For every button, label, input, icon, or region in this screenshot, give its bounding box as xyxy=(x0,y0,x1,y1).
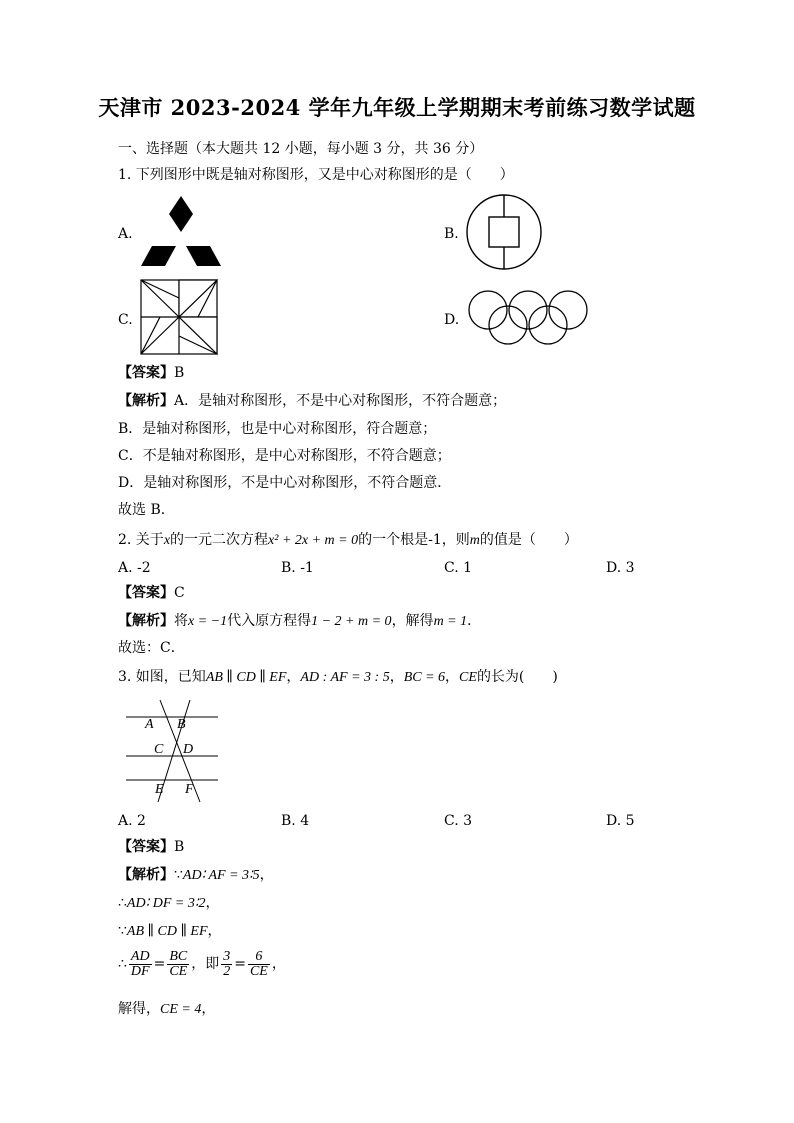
q3-comma-5: ， xyxy=(201,1001,216,1017)
q3-frac3-num: 3 xyxy=(223,948,231,964)
q1-option-b-label: B. xyxy=(444,226,459,242)
q3-label-e: E xyxy=(155,782,164,797)
q3-bc-length: BC = 6 xyxy=(403,670,446,685)
q2-var-m: m xyxy=(469,533,480,548)
q3-label-b: B xyxy=(177,717,186,732)
q3-frac2-den: CE xyxy=(169,963,188,979)
q2-equation: x² + 2x + m = 0 xyxy=(268,533,359,548)
q3-fraction-6-ce xyxy=(248,950,270,979)
q3-option-b: B. 4 xyxy=(281,813,310,829)
section-heading: 一、选择题（本大题共 12 小题，每小题 3 分，共 36 分） xyxy=(118,141,484,157)
q3-because-2: ∵ xyxy=(118,923,127,939)
q3-comma-2: ， xyxy=(205,895,220,911)
q3-namely: ，即 xyxy=(191,956,220,972)
q3-equals-1: = xyxy=(153,956,166,972)
q1-analysis-line-2: B．是轴对称图形，也是中心对称图形，符合题意； xyxy=(118,421,437,437)
q2-stem xyxy=(118,531,578,550)
q3-sep-3: ， xyxy=(445,669,460,685)
q2-option-a: A. -2 xyxy=(118,560,151,576)
q3-analysis-line-5 xyxy=(118,1000,215,1019)
q3-sep-2: ， xyxy=(389,669,404,685)
q2-answer-tag: 【答案】 xyxy=(118,585,174,601)
q3-stem-part-a: 3. 如图，已知 xyxy=(118,669,206,685)
q3-answer-value: B xyxy=(174,839,185,855)
q3-analysis-line-3 xyxy=(118,922,222,941)
q3-answer-tag: 【答案】 xyxy=(118,839,174,855)
q2-option-c: C. 1 xyxy=(444,560,473,576)
q2-option-d: D. 3 xyxy=(606,560,635,576)
q3-ratio: AD : AF = 3 : 5 xyxy=(300,670,390,685)
q3-frac1-num: AD xyxy=(130,948,150,964)
q3-option-d: D. 5 xyxy=(606,813,635,829)
q3-solution: CE = 4 xyxy=(160,1002,202,1017)
q3-comma-1: ， xyxy=(259,867,274,883)
q3-derived-ratio: AD∶ DF = 3∶2 xyxy=(126,896,206,911)
q1-stem: 1. 下列图形中既是轴对称图形，又是中心对称图形的是（ ） xyxy=(118,167,514,183)
q1-figure-b-coin xyxy=(464,192,544,272)
q1-option-d-label: D. xyxy=(444,312,460,328)
q2-analysis-c: ，解得 xyxy=(391,613,434,629)
q2-stem-part-d: 的值是（ ） xyxy=(479,532,578,548)
q3-fraction-ad-df xyxy=(129,950,152,979)
q3-figure-parallel-lines xyxy=(124,698,224,804)
q2-stem-part-a: 2. 关于 xyxy=(118,532,164,548)
q3-label-f: F xyxy=(185,782,194,797)
q3-fraction-3-2 xyxy=(221,950,232,979)
q1-analysis-line-1 xyxy=(118,392,506,410)
q3-therefore-2: ∴ xyxy=(118,956,127,972)
q1-answer-tag: 【答案】 xyxy=(118,365,174,381)
q2-var-x: x xyxy=(163,533,171,548)
q3-analysis-line-1 xyxy=(118,866,274,885)
q3-comma-4: ， xyxy=(271,956,286,972)
q3-option-c: C. 3 xyxy=(444,813,473,829)
q2-conclusion: 故选：C． xyxy=(118,640,185,656)
q2-analysis-b: 代入原方程得 xyxy=(227,613,312,629)
q1-analysis-line-3: C．不是轴对称图形，是中心对称图形，不符合题意； xyxy=(118,448,451,464)
q2-stem-part-c: 的一个根是-1，则 xyxy=(358,532,470,548)
q2-substitution: x = −1 xyxy=(188,614,228,629)
q3-analysis-line-4 xyxy=(118,948,286,980)
q3-frac1-den: DF xyxy=(130,963,150,979)
q3-equals-2: = xyxy=(234,956,246,972)
q3-frac2-num: BC xyxy=(169,948,188,964)
q2-analysis-d: ． xyxy=(467,613,482,629)
q3-option-a: A. 2 xyxy=(118,813,146,829)
q1-analysis-line-4: D．是轴对称图形，不是中心对称图形，不符合题意． xyxy=(118,475,452,491)
q1-answer-value: B xyxy=(174,365,185,381)
q3-stem xyxy=(118,668,558,687)
q3-frac4-num: 6 xyxy=(248,950,270,965)
q1-figure-d-rings xyxy=(466,290,590,346)
q3-parallel-lines: AB ∥ CD ∥ EF xyxy=(205,670,287,685)
q3-given-ratio: AD∶ AF = 3∶5 xyxy=(182,868,260,883)
q3-frac4-den: CE xyxy=(249,963,268,979)
q3-parallel-statement: AB ∥ CD ∥ EF xyxy=(126,924,208,939)
q1-analysis-tag: 【解析】 xyxy=(118,393,174,409)
q1-analysis-line-5: 故选 B． xyxy=(118,502,175,518)
q1-option-a-label: A. xyxy=(118,226,133,242)
q3-frac3-den: 2 xyxy=(223,963,231,979)
q3-analysis-tag: 【解析】 xyxy=(118,867,174,883)
q3-solve-label: 解得， xyxy=(118,1001,160,1017)
q1-analysis-text-1: A．是轴对称图形，不是中心对称图形，不符合题意； xyxy=(174,393,507,409)
q2-result: m = 1 xyxy=(433,614,468,629)
q3-therefore-1: ∴ xyxy=(118,895,127,911)
q2-substituted-equation: 1 − 2 + m = 0 xyxy=(311,614,392,629)
q2-answer xyxy=(118,584,185,602)
q3-comma-3: ， xyxy=(207,923,222,939)
q3-label-d: D xyxy=(183,742,194,757)
q1-figure-a-three-diamonds xyxy=(140,194,222,270)
page-title: 天津市 2023-2024 学年九年级上学期期末考前练习数学试题 xyxy=(98,95,696,120)
q3-answer xyxy=(118,838,184,856)
q3-fraction-bc-ce xyxy=(167,950,189,979)
q1-option-c-label: C. xyxy=(118,312,133,328)
q3-label-c: C xyxy=(154,742,164,757)
q3-stem-part-b: 的长为( ) xyxy=(476,669,558,685)
q3-label-a: A xyxy=(145,717,154,732)
q3-analysis-line-2 xyxy=(118,894,219,913)
q2-stem-part-b: 的一元二次方程 xyxy=(170,532,269,548)
q1-figure-c-pinwheel xyxy=(140,279,218,355)
q2-answer-value: C xyxy=(174,585,185,601)
q3-sep-1: ， xyxy=(286,669,301,685)
q1-answer xyxy=(118,364,184,382)
q3-because-1: ∵ xyxy=(174,867,183,883)
q2-analysis-tag: 【解析】 xyxy=(118,613,174,629)
q3-ce: CE xyxy=(459,670,477,685)
q2-option-b: B. -1 xyxy=(281,560,314,576)
q2-analysis xyxy=(118,612,481,631)
q2-analysis-a: 将 xyxy=(174,613,188,629)
